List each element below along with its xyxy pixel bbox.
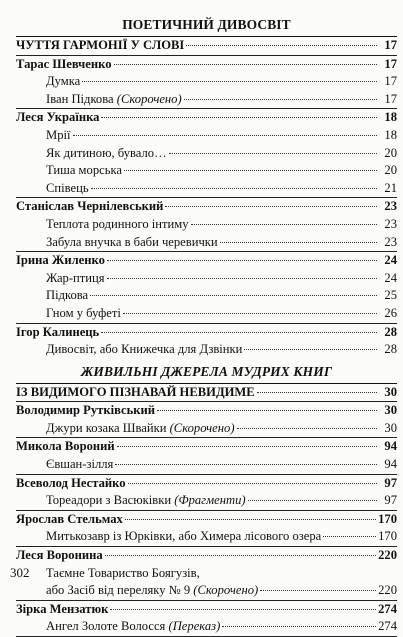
toc-work[interactable]: або Засіб від переляку № 9 (Скорочено) 220 [46, 583, 397, 598]
toc-author[interactable]: Ярослав Стельмах 170 [16, 511, 397, 526]
toc-work[interactable]: Іван Підкова (Скорочено) 17 [46, 91, 397, 106]
toc-work[interactable]: Мрії 18 [46, 127, 397, 142]
section-title-2: ЖИВИЛЬНІ ДЖЕРЕЛА МУДРИХ КНИГ [80, 363, 333, 379]
toc-work[interactable]: Євшан-зілля 94 [46, 457, 397, 472]
toc-work[interactable]: Думка 17 [46, 74, 397, 89]
toc-author[interactable]: Леся Українка 18 [16, 110, 397, 125]
toc-author[interactable]: Леся Воронина 220 [16, 548, 397, 563]
toc-part[interactable]: ІЗ ВИДИМОГО ПІЗНАВАЙ НЕВИДИМЕ 30 [16, 384, 397, 399]
toc-author[interactable]: Ірина Жиленко 24 [16, 253, 397, 268]
toc-author[interactable]: Зірка Мензатюк 274 [16, 601, 397, 616]
toc-work[interactable]: Гном у буфеті 26 [46, 305, 397, 320]
toc-work[interactable]: Ангел Золоте Волосся (Переказ) 274 [46, 619, 397, 634]
toc-author[interactable]: Всеволод Нестайко 97 [16, 475, 397, 490]
page-number: 302 [10, 565, 30, 580]
toc-work[interactable]: Таємне Товариство Боягузів, [46, 565, 200, 580]
toc-author[interactable]: Станіслав Чернілевський 23 [16, 199, 397, 214]
toc-work[interactable]: Тореадори з Васюківки (Фрагменти) 97 [46, 493, 397, 508]
toc-work[interactable]: Митькозавр із Юрківки, або Химера лісового озера 170 [46, 529, 397, 544]
toc-author[interactable]: Тарас Шевченко 17 [16, 56, 397, 71]
toc-author[interactable]: Ігор Калинець 28 [16, 324, 397, 339]
toc-work[interactable]: Як дитиною, бувало… 20 [46, 145, 397, 160]
section-title-1: ПОЕТИЧНИЙ ДИВОСВІТ [122, 17, 291, 32]
toc-work[interactable]: Тиша морська 20 [46, 163, 397, 178]
toc-work[interactable]: Співець 21 [46, 180, 397, 195]
toc-author[interactable]: Микола Вороний 94 [16, 439, 397, 454]
toc-work[interactable]: Жар-птиця 24 [46, 270, 397, 285]
toc-work[interactable]: Забула внучка в баби черевички 23 [46, 234, 397, 249]
toc-work[interactable]: Дивосвіт, або Книжечка для Дзвінки 28 [46, 342, 397, 357]
toc-part[interactable]: ЧУТТЯ ГАРМОНІЇ У СЛОВІ 17 [16, 38, 397, 52]
toc-work[interactable]: Підкова 25 [46, 288, 397, 303]
toc-work[interactable]: Джури козака Швайки (Скорочено) 30 [46, 420, 397, 435]
toc-author[interactable]: Володимир Рутківський 30 [16, 403, 397, 418]
table-of-contents [16, 12, 397, 637]
toc-work[interactable]: Теплота родинного інтиму 23 [46, 216, 397, 231]
